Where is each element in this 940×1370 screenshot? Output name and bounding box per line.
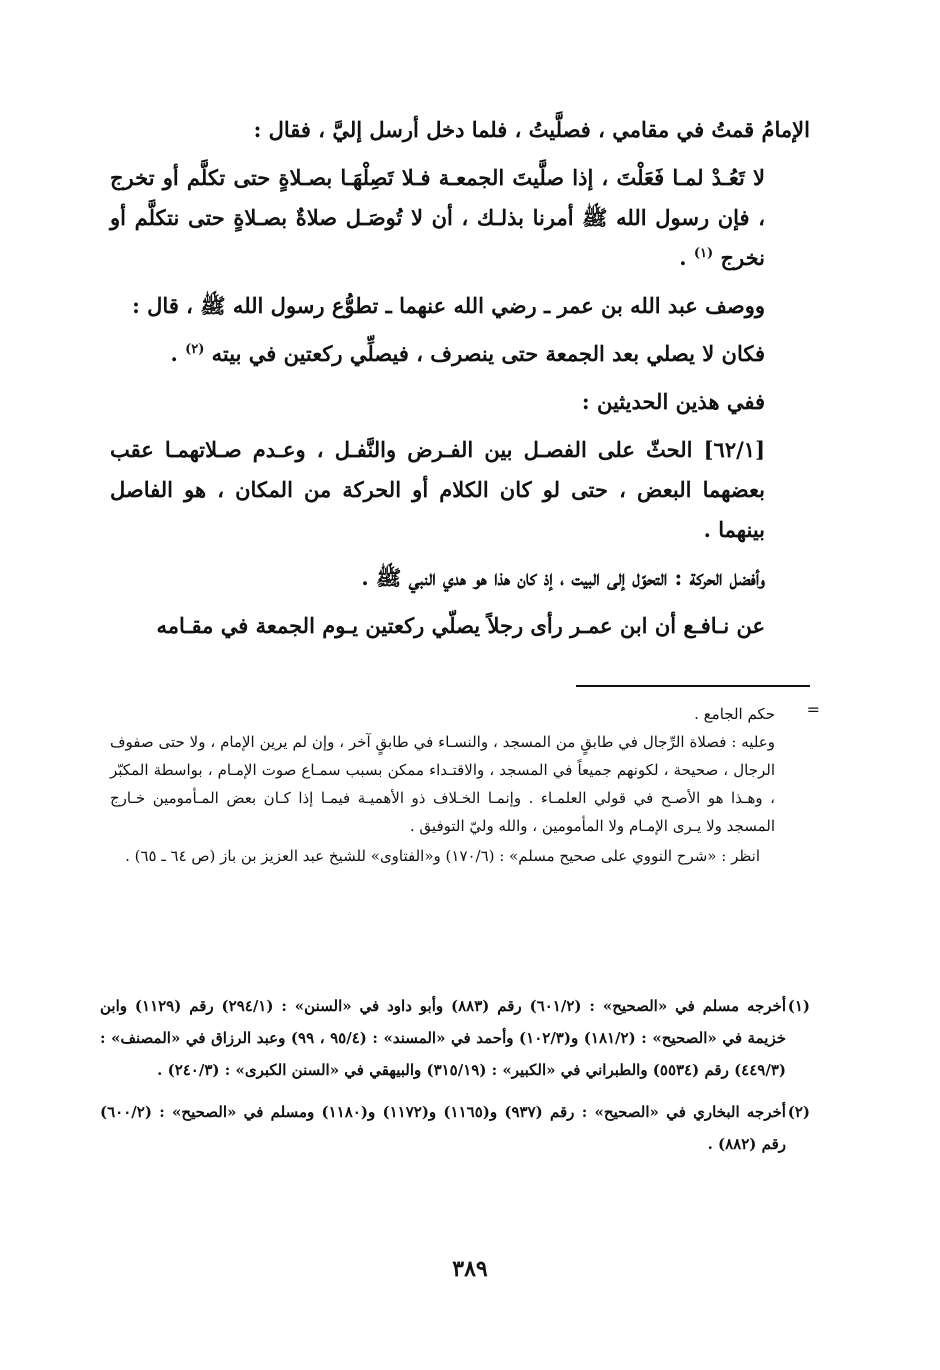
paragraph-end: . <box>170 341 186 366</box>
note-text: وعليه : فصلاة الرِّجال في طابقٍ من المسجد ، والنسـاء في طابقٍ آخر ، وإن لم يرين الإمام ، ولا حتى صفوف الرجال ، صحيحة ، لكونهم جميعاً في المسجد ، والاقتـداء ممكن بسبب سمـاع صوت الإمـام ، بواسطة المكبّر ، وهـذا هو الأصـح في قولي العلمـاء . وإنمـا الخـلاف ذو الأهميـة فيمـا إذا كـان بعض المـأمومين خـارج المسجد ولا يـرى الإمـام ولا المأمومين ، والله وليّ التوفيق . <box>110 733 775 835</box>
paragraph <box>110 334 810 374</box>
continued-note <box>110 700 820 870</box>
footnote-ref: (١) <box>693 246 714 261</box>
paragraph: عن نـافـع أن ابن عمـر رأى رجلاً يصلّي ركعتين يـوم الجمعة في مقـامه <box>156 613 765 638</box>
footnote-text: أخرجه مسلم في «الصحيح» : (٦٠١/٢) رقم (٨٨٣) وأبو داود في «السنن» : (٢٩٤/١) رقم (١١٢٩) وابن خزيمة في «الصحيح» : (١٨١/٢) و(١٠٢/٣) وأحمد في «المسند» : (٩٥/٤ ، ٩٩) وعبد الرزاق في «المصنف» : (٤٤٩/٣) رقم (٥٥٣٤) والطبراني في «الكبير» : (٣١٥/١٩) والبيهقي في «السنن الكبرى» : (٢٤٠/٣) . <box>100 997 787 1079</box>
paragraph-text: فكان لا يصلي بعد الجمعة حتى ينصرف ، فيصلِّي ركعتين في بيته <box>211 341 765 366</box>
page-number: ٣٨٩ <box>452 1256 488 1282</box>
paragraph: وأفضل الحركة : التحوّل إلى البيت ، إذ كان هذا هو هدي النبي ﷺ . <box>361 565 765 590</box>
footnote <box>100 990 810 1086</box>
footnote-ref: (٢) <box>185 342 205 357</box>
paragraph: ففي هذين الحديثين : <box>581 389 765 414</box>
footnote-separator <box>576 685 810 687</box>
text-line: الإمامُ قمتُ في مقامي ، فصلَّيتُ ، فلما دخل أرسل إليَّ ، فقال : <box>253 117 810 142</box>
main-text <box>110 110 810 646</box>
note-text: حكم الجامع . <box>694 705 775 723</box>
footnote-text: أخرجه البخاري في «الصحيح» : رقم (٩٣٧) و(١١٦٥) و(١١٧٢) و(١١٨٠) ومسلم في «الصحيح» : (٦٠٠/٢) رقم (٨٨٢) . <box>100 1103 786 1153</box>
paragraph-end: . <box>679 245 694 270</box>
paragraph-text: لا تَعُـدْ لمـا فَعَلْتَ ، إذا صلَّيتَ الجمعـة فـلا تَصِلْهَـا بصـلاةٍ حتى تكلَّم أو تخرج ، فإن رسول الله ﷺ أمرنا بذلـك ، أن لا تُوصَـل صلاةٌ بصـلاةٍ حتى نتكلَّم أو نخرج <box>110 165 765 270</box>
page <box>100 110 820 1153</box>
footnotes <box>100 990 810 1160</box>
footnote <box>100 1096 810 1160</box>
footnote-number: (٢) <box>787 1103 810 1121</box>
footnote-number: (١) <box>787 997 810 1015</box>
paragraph <box>110 158 810 278</box>
continuation-mark: = <box>806 700 820 719</box>
paragraph: [٦٢/١] الحثّ على الفصـل بين الفـرض والنَّفـل ، وعـدم صـلاتهمـا عقب بعضهما البعض ، حتى لو كان الكلام أو الحركة من المكان ، هو الفاصل بينهما . <box>110 437 765 542</box>
paragraph: ووصف عبد الله بن عمر ـ رضي الله عنهما ـ تطوُّع رسول الله ﷺ ، قال : <box>132 293 765 318</box>
note-reference: انظر : «شرح النووي على صحيح مسلم» : (١٧٠/٦) و«الفتاوى» للشيخ عبد العزيز بن باز (ص ٦٤ ـ ٦٥) . <box>125 847 760 865</box>
